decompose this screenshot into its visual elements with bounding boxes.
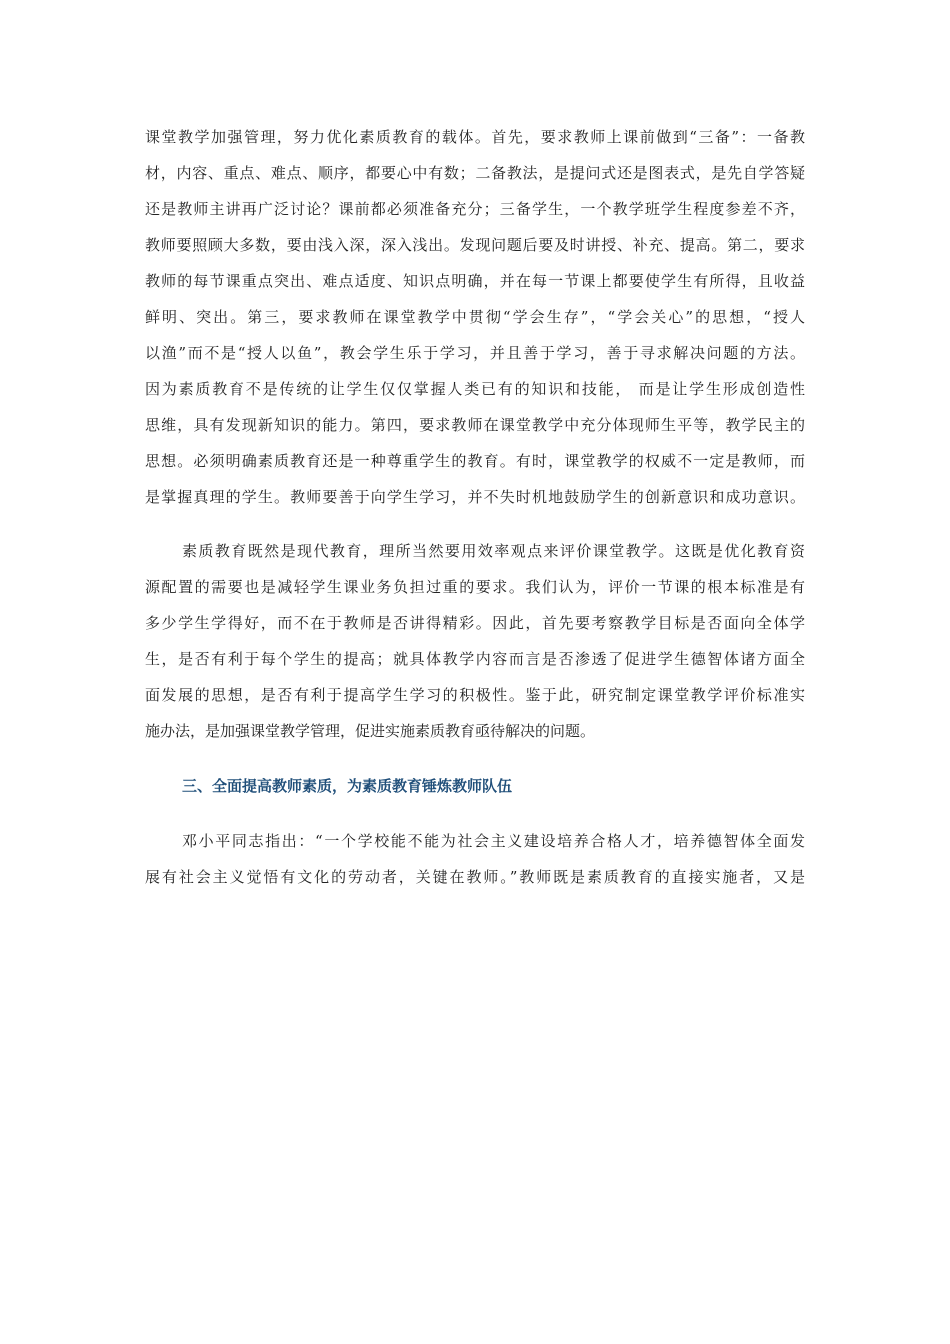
text-line: 素质教育既然是现代教育，理所当然要用效率观点来评价课堂教学。这既是优化教育资: [182, 542, 805, 560]
text-line: 还是教师主讲再广泛讨论？课前都必须准备充分；三备学生，一个教学班学生程度参差不齐，: [145, 200, 805, 218]
text-line: 思想。必须明确素质教育还是一种尊重学生的教育。有时，课堂教学的权威不一定是教师，而: [145, 452, 805, 470]
paragraph-teacher-quality: [145, 823, 805, 895]
paragraph-spacer: [145, 749, 805, 768]
document-body: [145, 119, 805, 895]
text-line: 课堂教学加强管理，努力优化素质教育的载体。首先，要求教师上课前做到“三备”：一备教: [145, 128, 805, 146]
text-line: 邓小平同志指出：“一个学校能不能为社会主义建设培养合格人才，培养德智体全面发: [182, 832, 805, 850]
text-line: 面发展的思想，是否有利于提高学生学习的积极性。鉴于此，研究制定课堂教学评价标准实: [145, 686, 805, 704]
paragraph-spacer: [145, 804, 805, 823]
text-line: 施办法，是加强课堂教学管理，促进实施素质教育亟待解决的问题。: [145, 722, 596, 740]
text-line: 生，是否有利于每个学生的提高；就具体教学内容而言是否渗透了促进学生德智体诸方面全: [145, 650, 805, 668]
text-line: 是掌握真理的学生。教师要善于向学生学习，并不失时机地鼓励学生的创新意识和成功意识。: [145, 488, 805, 506]
text-line: 展有社会主义觉悟有文化的劳动者，关键在教师。”教师既是素质教育的直接实施者，又是: [145, 868, 805, 886]
text-line: 思维，具有发现新知识的能力。第四，要求教师在课堂教学中充分体现师生平等，教学民主的: [145, 416, 805, 434]
text-line: 鲜明、突出。第三，要求教师在课堂教学中贯彻“学会生存”，“学会关心”的思想，“授人: [145, 308, 805, 326]
paragraph-spacer: [145, 515, 805, 533]
text-line: 材，内容、重点、难点、顺序，都要心中有数；二备教法，是提问式还是图表式，是先自学答疑: [145, 164, 805, 182]
paragraph-evaluation: [145, 533, 805, 749]
text-line: 多少学生学得好，而不在于教师是否讲得精彩。因此，首先要考察教学目标是否面向全体学: [145, 614, 805, 632]
section-heading: 三、全面提高教师素质，为素质教育锤炼教师队伍: [182, 777, 513, 795]
text-line: 以渔”而不是“授人以鱼”，教会学生乐于学习，并且善于学习，善于寻求解决问题的方法。: [145, 344, 805, 362]
paragraph-classroom-management: [145, 119, 805, 515]
text-line: 源配置的需要也是减轻学生课业务负担过重的要求。我们认为，评价一节课的根本标准是有: [145, 578, 805, 596]
text-line: 教师的每节课重点突出、难点适度、知识点明确，并在每一节课上都要使学生有所得，且收益: [145, 272, 805, 290]
text-line: 教师要照顾大多数，要由浅入深，深入浅出。发现问题后要及时讲授、补充、提高。第二，要求: [145, 236, 805, 254]
text-line: 因为素质教育不是传统的让学生仅仅掌握人类已有的知识和技能， 而是让学生形成创造性: [145, 380, 805, 398]
